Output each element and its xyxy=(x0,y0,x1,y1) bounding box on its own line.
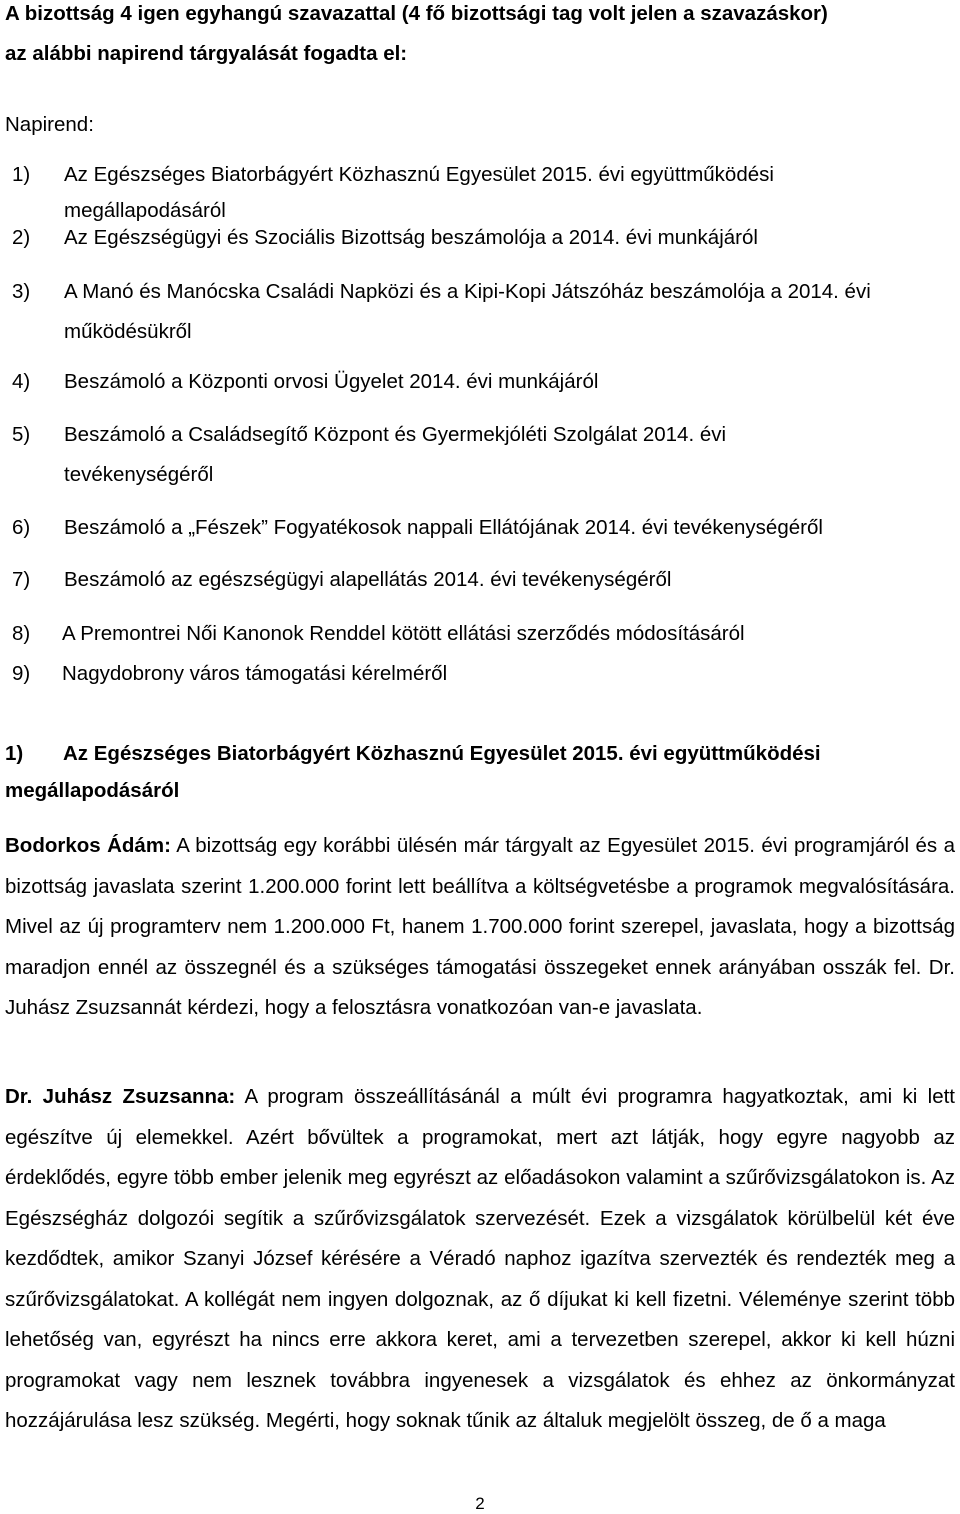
speaker-name: Dr. Juhász Zsuzsanna: xyxy=(5,1085,236,1108)
agenda-item-text: A Premontrei Női Kanonok Renddel kötött ellátási szerződés módosításáról xyxy=(62,622,745,645)
section-heading xyxy=(5,735,955,809)
agenda-item-number: 6) xyxy=(12,516,31,539)
agenda-item-number: 2) xyxy=(12,226,31,249)
agenda-item-number: 9) xyxy=(12,662,31,685)
agenda-item-number: 7) xyxy=(12,568,31,591)
section-title: Az Egészséges Biatorbágyért Közhasznú Egyesület 2015. évi együttműködési megállapodásáról xyxy=(5,742,821,802)
agenda-item-text: A Manó és Manócska Családi Napközi és a Kipi-Kopi Játszóház beszámolója a 2014. évi működésükről xyxy=(64,280,871,343)
agenda-title: Napirend: xyxy=(5,113,94,136)
intro-line-1: A bizottság 4 igen egyhangú szavazattal (4 fő bizottsági tag volt jelen a szavazáskor) xyxy=(5,2,828,25)
agenda-item-text: Az Egészségügyi és Szociális Bizottság beszámolója a 2014. évi munkájáról xyxy=(64,226,758,249)
agenda-item-text: Nagydobrony város támogatási kérelméről xyxy=(62,662,448,685)
agenda-item-text: Beszámoló a Családsegítő Központ és Gyermekjóléti Szolgálat 2014. évi tevékenységéről xyxy=(64,423,727,486)
paragraph-text: A bizottság egy korábbi ülésén már tárgyalt az Egyesület 2015. évi programjáról és a bizottság javaslata szerint 1.200.000 forint lett beállítva a költségvetésbe a programok megvalósítására. Mivel az új programterv nem 1.200.000 Ft, hanem 1.700.000 forint szerepel, javaslata, hogy a bizottság maradjon ennél az összegnél és a szükséges támogatási összegeket ennek arányában osszák fel. Dr. Juhász Zsuzsannát kérdezi, hogy a felosztásra vonatkozóan van-e javaslata. xyxy=(5,834,956,1019)
speaker-name: Bodorkos Ádám: xyxy=(5,834,171,857)
section-number: 1) xyxy=(5,742,24,765)
agenda-item-text: Az Egészséges Biatorbágyért Közhasznú Egyesület 2015. évi együttműködési megállapodásáról xyxy=(64,163,774,222)
agenda-item-text: Beszámoló a Központi orvosi Ügyelet 2014. évi munkájáról xyxy=(64,370,599,393)
agenda-item-number: 4) xyxy=(12,370,31,393)
paragraph-bodorkos xyxy=(5,826,955,1029)
agenda-item-text: Beszámoló az egészségügyi alapellátás 2014. évi tevékenységéről xyxy=(64,568,672,591)
paragraph-text: A program összeállításánál a múlt évi programra hagyatkoztak, ami ki lett egészítve új elemekkel. Azért bővültek a programokat, mert azt látják, hogy egyre nagyobb az érdeklődés, egyre több ember jelenik meg egyrészt az előadásokon valamint a szűrővizsgálatokon is. Az Egészségház dolgozói segítik a szűrővizsgálatok szervezését. Ezek a vizsgálatok körülbelül két éve kezdődtek, amikor Szanyi József kérésére a Véradó naphoz igazítva szervezték és rendezték meg a szűrővizsgálatokat. A kollégát nem ingyen dolgoznak, az ő díjukat ki kell fizetni. Véleménye szerint több lehetőség van, egyrészt ha nincs erre akkora keret, ami a tervezetben szerepel, akkor ki kell húzni programokat vagy nem lesznek továbbra ingyenesek a vizsgálatok és ehhez az önkormányzat hozzájárulása lesz szükség. Megérti, hogy soknak tűnik az általuk megjelölt összeg, de ő a maga xyxy=(5,1085,955,1432)
page-number: 2 xyxy=(475,1494,485,1513)
agenda-item-number: 5) xyxy=(12,423,31,446)
intro-line-2: az alábbi napirend tárgyalását fogadta el: xyxy=(5,42,408,65)
agenda-item-text: Beszámoló a „Fészek” Fogyatékosok nappali Ellátójának 2014. évi tevékenységéről xyxy=(64,516,823,539)
agenda-item-number: 1) xyxy=(12,163,31,186)
paragraph-juhasz xyxy=(5,1077,955,1442)
agenda-item-number: 3) xyxy=(12,280,31,303)
agenda-item-number: 8) xyxy=(12,622,31,645)
